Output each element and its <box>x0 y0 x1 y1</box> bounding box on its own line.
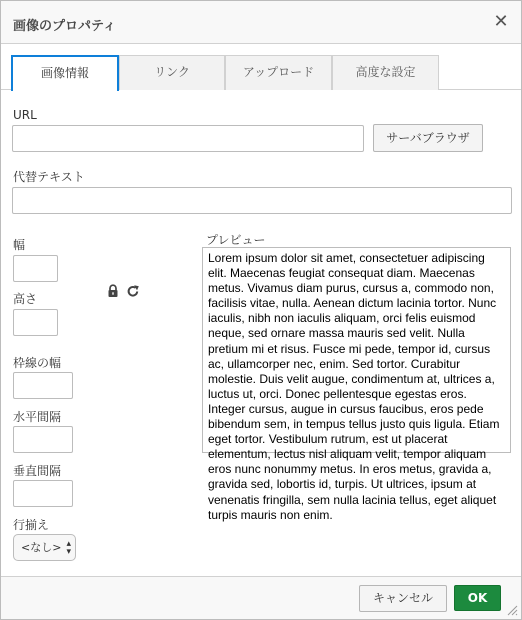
tab-advanced[interactable]: 高度な設定 <box>332 55 439 90</box>
tab-link[interactable]: リンク <box>119 55 225 90</box>
url-label: URL <box>13 108 37 122</box>
hspace-input[interactable] <box>13 426 73 453</box>
preview-label: プレビュー <box>206 233 266 247</box>
alignment-label: 行揃え <box>13 518 50 532</box>
select-arrows-icon: ▴ ▾ <box>66 539 71 557</box>
width-label: 幅 <box>13 238 26 252</box>
resize-grip-icon[interactable] <box>506 604 518 616</box>
server-browse-button[interactable]: サーバブラウザ <box>373 124 483 152</box>
ok-button[interactable]: OK <box>454 585 501 611</box>
close-icon[interactable]: ✕ <box>493 11 509 32</box>
border-width-input[interactable] <box>13 372 73 399</box>
border-width-label: 枠線の幅 <box>13 356 62 370</box>
height-label: 高さ <box>13 292 38 306</box>
tab-image-info[interactable]: 画像情報 <box>11 55 119 91</box>
preview-box: Lorem ipsum dolor sit amet, consectetuer adipiscing elit. Maecenas feugiat consequat diam. Maecenas metus. Vivamus diam purus, cursus a, commodo non, facilisis vitae, nulla. Aenean dictum lacinia tortor. Nunc iaculis, nibh non iaculis aliquam, orci felis euismod neque, sed ornare massa mauris sed velit. Nulla pretium mi et risus. Fusce mi pede, tempor id, cursus ac, ullamcorper nec, enim. Sed tortor. Curabitur molestie. Duis velit augue, condimentum at, ultrices a, luctus ut, orci. Donec pellentesque egestas eros. Integer cursus, augue in cursus faucibus, eros pede bibendum sem, in tempus tellus justo quis ligula. Etiam eget tortor. Vestibulum rutrum, est ut placerat elementum, lectus nisl aliquam velit, tempor aliquam eros nunc nonummy metus. In eros metus, gravida a, gravida sed, lobortis id, turpis. Ut ultrices, ipsum at venenatis fringilla, sem nulla lacinia tellus, eget aliquet turpis mauris non enim. <box>202 247 511 453</box>
dialog-titlebar <box>1 1 521 44</box>
vspace-input[interactable] <box>13 480 73 507</box>
lock-icon[interactable] <box>106 284 120 298</box>
tab-bar <box>1 44 521 90</box>
cancel-button[interactable]: キャンセル <box>359 585 447 612</box>
alignment-selected-value: <なし> <box>21 541 62 554</box>
reset-size-icon[interactable] <box>126 284 140 298</box>
vspace-label: 垂直間隔 <box>13 464 62 478</box>
height-input[interactable] <box>13 309 58 336</box>
hspace-label: 水平間隔 <box>13 410 62 424</box>
tab-upload[interactable]: アップロード <box>225 55 332 90</box>
dialog-title: 画像のプロパティ <box>13 19 116 34</box>
url-input[interactable] <box>12 125 364 152</box>
alignment-select[interactable] <box>13 534 76 561</box>
width-input[interactable] <box>13 255 58 282</box>
alt-text-input[interactable] <box>12 187 512 214</box>
alt-text-label: 代替テキスト <box>13 170 85 184</box>
